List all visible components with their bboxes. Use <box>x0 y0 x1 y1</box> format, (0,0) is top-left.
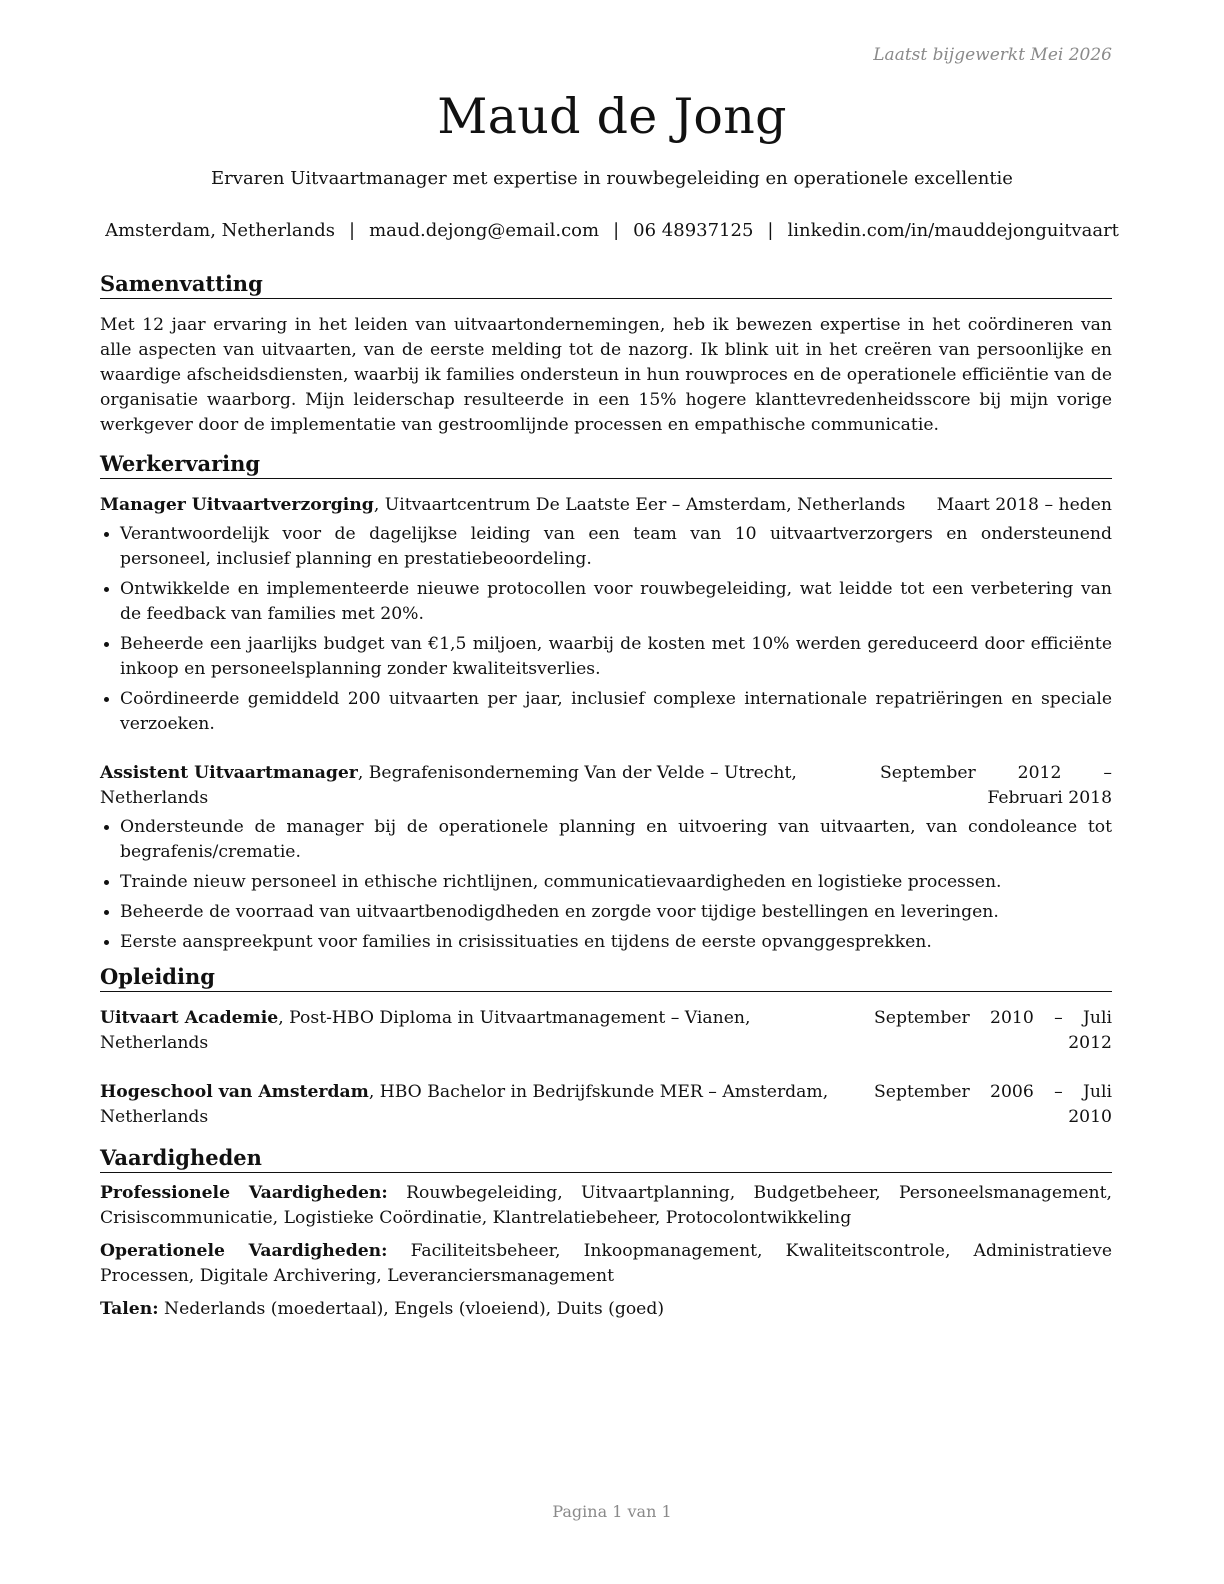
education-title-line <box>100 1006 862 1056</box>
job-org: , Uitvaartcentrum De Laatste Eer – Amsterdam, Netherlands <box>373 495 906 515</box>
contact-separator: | <box>348 220 356 241</box>
job-bullet: • Ondersteunde de manager bij de operationele planning en uitvoering van uitvaarten, van condoleance tot begrafenis/crematie. <box>120 815 1112 865</box>
contact-separator: | <box>767 220 774 241</box>
summary-text: Met 12 jaar ervaring in het leiden van uitvaartondernemingen, heb ik bewezen expertise in het coördineren van alle aspecten van uitvaarten, van de eerste melding tot de nazorg. Ik blink uit in het creëren van persoonlijke en waardige afscheidsdiensten, waarbij ik families ondersteun in hun rouwproces en de operationele efficiëntie van de organisatie waarborg. Mijn leiderschap resulteerde in een 15% hogere klanttevredenheidsscore bij mijn vorige werkgever door de implementatie van gestroomlijnde processen en empathische communicatie. <box>100 315 1112 435</box>
job-dates: September 2012 – Februari 2018 <box>880 763 1112 808</box>
job-org: , Begrafenisonderneming Van der Velde – Utrecht, Netherlands <box>100 763 797 808</box>
job-bullets <box>100 815 1112 955</box>
education-title-line <box>100 1080 862 1130</box>
contact-separator: | <box>613 220 620 241</box>
job-bullets <box>100 522 1112 737</box>
tagline: Ervaren Uitvaartmanager met expertise in rouwbegeleiding en operationele excellentie <box>211 168 1013 189</box>
skill-group-value: Faciliteitsbeheer, Inkoopmanagement, Kwaliteitscontrole, Administratieve Processen, Digitale Archivering, Leveranciersmanagement <box>100 1241 1112 1286</box>
contact-linkedin[interactable]: linkedin.com/in/mauddejonguitvaart <box>787 220 1119 241</box>
skill-group <box>100 1239 1112 1289</box>
skill-group-label: Professionele Vaardigheden: <box>100 1183 388 1203</box>
skills-list <box>100 1181 1112 1322</box>
skill-group-value: Rouwbegeleiding, Uitvaartplanning, Budgetbeheer, Personeelsmanagement, Crisiscommunicatie, Logistieke Coördinatie, Klantrelatiebeheer, Protocolontwikkeling <box>100 1183 1112 1228</box>
skill-group <box>100 1181 1112 1231</box>
skill-group <box>100 1297 1112 1322</box>
job-bullet: • Beheerde de voorraad van uitvaartbenodigdheden en zorgde voor tijdige bestellingen en leveringen. <box>120 900 1112 925</box>
section-title-experience: Werkervaring <box>100 452 1112 479</box>
job-header <box>100 493 1112 518</box>
job-role: Manager Uitvaartverzorging <box>100 495 374 515</box>
contact-phone: 06 48937125 <box>633 220 754 241</box>
last-updated-note: Laatst bijgewerkt Mei 2026 <box>873 45 1112 65</box>
section-title-summary: Samenvatting <box>100 272 1112 299</box>
job-bullet: • Verantwoordelijk voor de dagelijkse leiding van een team van 10 uitvaartverzorgers en ondersteunend personeel, inclusief planning en prestatiebeoordeling. <box>120 522 1112 572</box>
section-title-education: Opleiding <box>100 965 1112 992</box>
contact-location: Amsterdam, Netherlands <box>105 220 335 241</box>
job-bullet: • Trainde nieuw personeel in ethische richtlijnen, communicatievaardigheden en logistieke processen. <box>120 870 1112 895</box>
skill-group-label: Operationele Vaardigheden: <box>100 1241 388 1261</box>
job-bullet: • Eerste aanspreekpunt voor families in crisissituaties en tijdens de eerste opvanggesprekken. <box>120 930 1112 955</box>
education-school: Hogeschool van Amsterdam <box>100 1082 369 1102</box>
job-bullet: • Beheerde een jaarlijks budget van €1,5 miljoen, waarbij de kosten met 10% werden gereduceerd door efficiënte inkoop en personeelsplanning zonder kwaliteitsverlies. <box>120 632 1112 682</box>
skill-group-value: Nederlands (moedertaal), Engels (vloeiend), Duits (goed) <box>158 1299 665 1319</box>
job-entry <box>100 493 1112 737</box>
job-entry <box>100 761 1112 955</box>
job-bullet: • Ontwikkelde en implementeerde nieuwe protocollen voor rouwbegeleiding, wat leidde tot een verbetering van de feedback van families met 20%. <box>120 577 1112 627</box>
education-entry <box>100 1080 1112 1130</box>
education-dates: September 2006 – Juli 2010 <box>874 1082 1112 1127</box>
job-bullet: • Coördineerde gemiddeld 200 uitvaarten per jaar, inclusief complexe internationale repatriëringen en speciale verzoeken. <box>120 687 1112 737</box>
job-dates: Maart 2018 – heden <box>936 495 1112 515</box>
job-header <box>100 761 1112 811</box>
education-detail: , Post-HBO Diploma in Uitvaartmanagement – Vianen, Netherlands <box>100 1008 751 1053</box>
education-detail: , HBO Bachelor in Bedrijfskunde MER – Amsterdam, Netherlands <box>100 1082 829 1127</box>
job-title-line <box>100 493 925 518</box>
skill-group-label: Talen: <box>100 1299 159 1319</box>
resume-body <box>100 272 1112 1322</box>
section-title-skills: Vaardigheden <box>100 1146 1112 1173</box>
candidate-name: Maud de Jong <box>437 88 787 145</box>
page-number: Pagina 1 van 1 <box>552 1502 672 1521</box>
education-entry <box>100 1006 1112 1056</box>
education-dates: September 2010 – Juli 2012 <box>874 1008 1112 1053</box>
contact-email[interactable]: maud.dejong@email.com <box>369 220 600 241</box>
job-title-line <box>100 761 868 811</box>
contact-line <box>0 220 1224 241</box>
job-role: Assistent Uitvaartmanager <box>100 763 358 783</box>
education-school: Uitvaart Academie <box>100 1008 279 1028</box>
